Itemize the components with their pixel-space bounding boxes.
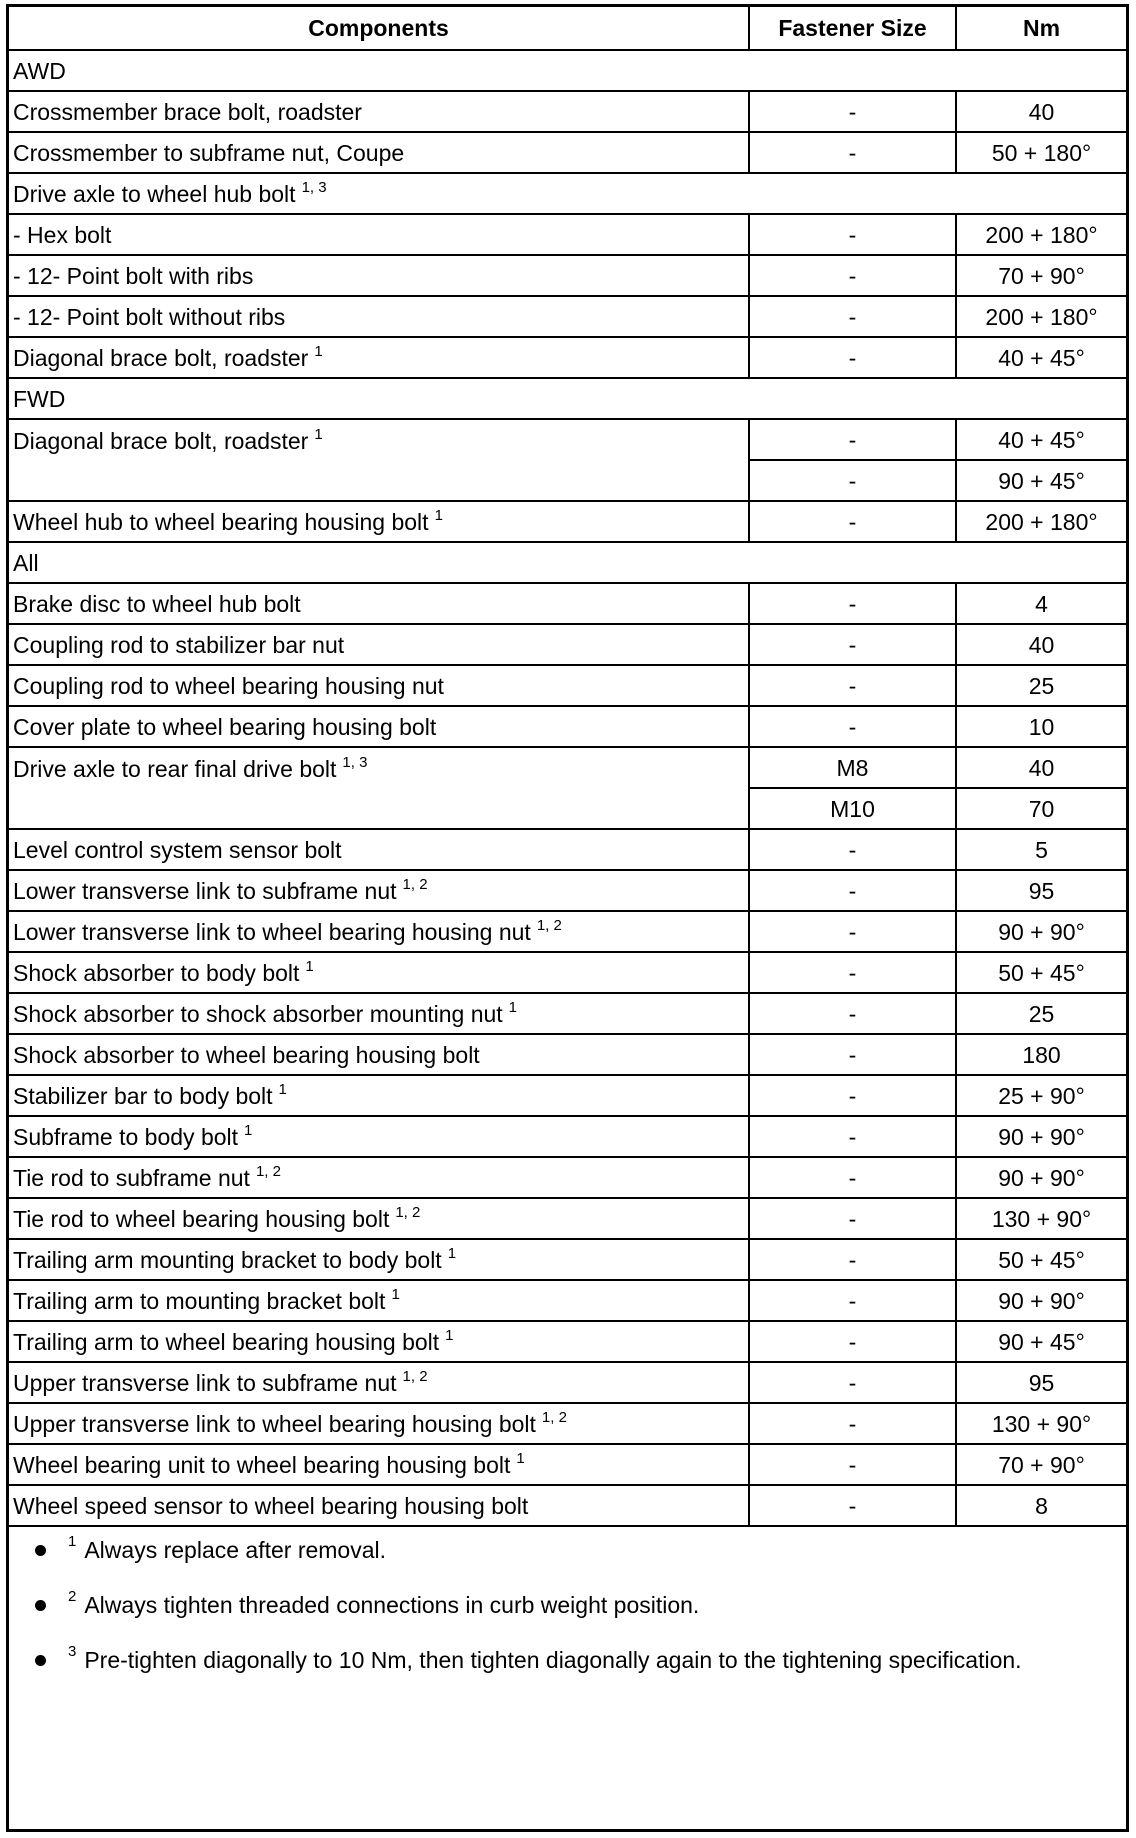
- footnote-ref: 1: [278, 1080, 287, 1098]
- fastener-size-cell: -: [749, 1116, 956, 1157]
- fastener-size-cell: -: [749, 419, 956, 460]
- table-row: [9, 1485, 1126, 1526]
- component-name: Stabilizer bar to body bolt: [13, 1082, 273, 1109]
- component-cell: [9, 706, 749, 747]
- header-components: Components: [9, 7, 749, 50]
- component-cell: [9, 1444, 749, 1485]
- torque-cell: 40: [956, 91, 1126, 132]
- footnote-text: Always replace after removal.: [84, 1537, 387, 1563]
- component-name: Level control system sensor bolt: [13, 836, 342, 863]
- table-row: [9, 337, 1126, 378]
- component-cell: [9, 747, 749, 829]
- table-row: [9, 91, 1126, 132]
- footnote-text: Always tighten threaded connections in curb weight position.: [84, 1592, 700, 1618]
- fastener-size-cell: -: [749, 1034, 956, 1075]
- table-row: [9, 1321, 1126, 1362]
- table-row: [9, 419, 1126, 460]
- torque-cell: 95: [956, 1362, 1126, 1403]
- torque-cell: 40 + 45°: [956, 337, 1126, 378]
- component-cell: [9, 173, 1126, 214]
- component-name: Crossmember to subframe nut, Coupe: [13, 139, 405, 166]
- fastener-size-cell: -: [749, 952, 956, 993]
- component-cell: [9, 132, 749, 173]
- fastener-size-cell: -: [749, 1444, 956, 1485]
- component-name: Diagonal brace bolt, roadster: [13, 344, 309, 371]
- component-name: Shock absorber to body bolt: [13, 959, 300, 986]
- fastener-size-cell: -: [749, 255, 956, 296]
- component-cell: [9, 337, 749, 378]
- footnote-ref: 1: [305, 957, 314, 975]
- torque-cell: 25 + 90°: [956, 1075, 1126, 1116]
- component-cell: [9, 1321, 749, 1362]
- component-cell: [9, 870, 749, 911]
- torque-cell: 25: [956, 665, 1126, 706]
- fastener-size-cell: -: [749, 870, 956, 911]
- torque-cell: 95: [956, 870, 1126, 911]
- fastener-size-cell: -: [749, 460, 956, 501]
- footnote-text: Pre-tighten diagonally to 10 Nm, then tighten diagonally again to the tightening specification.: [84, 1647, 1022, 1673]
- bullet-icon: [35, 1545, 46, 1556]
- fastener-size-cell: -: [749, 1239, 956, 1280]
- table-row: [9, 173, 1126, 214]
- footnote-ref: 1: [391, 1285, 400, 1303]
- table-row: [9, 829, 1126, 870]
- footnote-ref: 1, 3: [342, 754, 368, 771]
- torque-cell: 50 + 45°: [956, 1239, 1126, 1280]
- component-name: Lower transverse link to subframe nut: [13, 877, 397, 904]
- fastener-size-cell: -: [749, 706, 956, 747]
- fastener-size-cell: M8: [749, 747, 956, 788]
- component-name: Coupling rod to wheel bearing housing nut: [13, 672, 444, 699]
- component-name: Wheel bearing unit to wheel bearing housing bolt: [13, 1451, 511, 1478]
- footnote-item: [33, 1533, 1126, 1588]
- component-cell: [9, 952, 749, 993]
- torque-specification-sheet: [6, 4, 1129, 1832]
- table-row: [9, 255, 1126, 296]
- component-name: Subframe to body bolt: [13, 1123, 239, 1150]
- section-fwd: FWD: [9, 378, 1126, 419]
- fastener-size-cell: -: [749, 1321, 956, 1362]
- component-name: Trailing arm to wheel bearing housing bolt: [13, 1328, 440, 1355]
- torque-cell: 4: [956, 583, 1126, 624]
- torque-cell: 10: [956, 706, 1126, 747]
- component-name: Drive axle to wheel hub bolt: [13, 180, 296, 207]
- component-cell: [9, 1034, 749, 1075]
- header-nm: Nm: [956, 7, 1126, 50]
- component-name: Drive axle to rear final drive bolt: [13, 756, 337, 782]
- component-cell: [9, 1403, 749, 1444]
- component-cell: [9, 1239, 749, 1280]
- fastener-size-cell: -: [749, 829, 956, 870]
- table-row: [9, 1157, 1126, 1198]
- table-row: [9, 993, 1126, 1034]
- header-row: [9, 7, 1126, 50]
- fastener-size-cell: -: [749, 665, 956, 706]
- footnote-ref: 1, 2: [541, 1408, 567, 1426]
- table-row: [9, 132, 1126, 173]
- torque-cell: 5: [956, 829, 1126, 870]
- component-cell: [9, 255, 749, 296]
- fastener-size-cell: -: [749, 1075, 956, 1116]
- torque-cell: 40 + 45°: [956, 419, 1126, 460]
- component-name: Cover plate to wheel bearing housing bolt: [13, 713, 437, 740]
- table-row: [9, 911, 1126, 952]
- component-name: - Hex bolt: [13, 221, 112, 248]
- component-name: Trailing arm mounting bracket to body bolt: [13, 1246, 442, 1273]
- footnote-ref: 1: [445, 1326, 454, 1344]
- component-cell: [9, 583, 749, 624]
- component-cell: [9, 993, 749, 1034]
- component-name: Crossmember brace bolt, roadster: [13, 98, 362, 125]
- table-row: [9, 296, 1126, 337]
- table-row: [9, 1403, 1126, 1444]
- table-row: [9, 1362, 1126, 1403]
- table-row: [9, 583, 1126, 624]
- torque-cell: 200 + 180°: [956, 501, 1126, 542]
- footnote-ref: 1: [447, 1244, 457, 1262]
- fastener-size-cell: -: [749, 501, 956, 542]
- fastener-size-cell: -: [749, 911, 956, 952]
- fastener-size-cell: -: [749, 214, 956, 255]
- component-name: Diagonal brace bolt, roadster: [13, 428, 309, 454]
- fastener-size-cell: -: [749, 1485, 956, 1526]
- footnote-ref: 1: [314, 342, 323, 360]
- component-cell: [9, 1280, 749, 1321]
- torque-cell: 130 + 90°: [956, 1198, 1126, 1239]
- component-name: Shock absorber to shock absorber mounting nut: [13, 1000, 503, 1027]
- component-name: Shock absorber to wheel bearing housing bolt: [13, 1041, 480, 1068]
- section-all: All: [9, 542, 1126, 583]
- table-row: [9, 747, 1126, 788]
- component-name: Tie rod to wheel bearing housing bolt: [13, 1205, 390, 1232]
- fastener-size-cell: -: [749, 1198, 956, 1239]
- torque-table: [9, 7, 1126, 1527]
- table-row: [9, 1198, 1126, 1239]
- torque-cell: 90 + 90°: [956, 1280, 1126, 1321]
- footnote-item: [33, 1643, 1126, 1698]
- torque-cell: 25: [956, 993, 1126, 1034]
- section-row: [9, 50, 1126, 91]
- footnote-ref: 1: [516, 1449, 525, 1467]
- component-name: - 12- Point bolt without ribs: [13, 303, 286, 330]
- torque-cell: 40: [956, 747, 1126, 788]
- footnote-ref: 1: [508, 998, 518, 1016]
- component-cell: [9, 665, 749, 706]
- footnote-ref: 1, 2: [255, 1162, 281, 1180]
- torque-cell: 70: [956, 788, 1126, 829]
- component-name: Upper transverse link to wheel bearing housing bolt: [13, 1410, 536, 1437]
- component-name: Coupling rod to stabilizer bar nut: [13, 631, 345, 658]
- component-cell: [9, 1362, 749, 1403]
- table-row: [9, 870, 1126, 911]
- footnote-ref: 1, 3: [301, 178, 327, 196]
- component-cell: [9, 829, 749, 870]
- component-name: Wheel hub to wheel bearing housing bolt: [13, 508, 429, 535]
- footnote-ref: 1: [434, 506, 443, 524]
- torque-cell: 130 + 90°: [956, 1403, 1126, 1444]
- footnote-number: 1: [68, 1533, 77, 1550]
- bullet-icon: [35, 1600, 46, 1611]
- table-row: [9, 1034, 1126, 1075]
- footnote-ref: 1: [314, 426, 323, 443]
- table-row: [9, 214, 1126, 255]
- footnote-number: 2: [68, 1588, 77, 1605]
- section-awd: AWD: [9, 50, 1126, 91]
- table-row: [9, 1444, 1126, 1485]
- torque-cell: 180: [956, 1034, 1126, 1075]
- torque-cell: 90 + 90°: [956, 911, 1126, 952]
- footnote-ref: 1: [244, 1121, 253, 1139]
- fastener-size-cell: -: [749, 132, 956, 173]
- footnote-ref: 1, 2: [402, 1367, 428, 1385]
- component-name: Upper transverse link to subframe nut: [13, 1369, 397, 1396]
- fastener-size-cell: -: [749, 91, 956, 132]
- torque-cell: 90 + 90°: [956, 1116, 1126, 1157]
- section-row: [9, 542, 1126, 583]
- table-row: [9, 1075, 1126, 1116]
- component-cell: [9, 419, 749, 501]
- component-cell: [9, 296, 749, 337]
- component-name: - 12- Point bolt with ribs: [13, 262, 254, 289]
- torque-cell: 90 + 45°: [956, 460, 1126, 501]
- component-cell: [9, 911, 749, 952]
- component-cell: [9, 624, 749, 665]
- fastener-size-cell: -: [749, 337, 956, 378]
- torque-cell: 200 + 180°: [956, 296, 1126, 337]
- fastener-size-cell: -: [749, 296, 956, 337]
- table-row: [9, 952, 1126, 993]
- fastener-size-cell: M10: [749, 788, 956, 829]
- footnote-ref: 1, 2: [536, 916, 562, 934]
- table-row: [9, 1239, 1126, 1280]
- torque-cell: 90 + 45°: [956, 1321, 1126, 1362]
- table-row: [9, 1280, 1126, 1321]
- table-row: [9, 706, 1126, 747]
- torque-cell: 50 + 180°: [956, 132, 1126, 173]
- component-cell: [9, 1075, 749, 1116]
- table-row: [9, 665, 1126, 706]
- component-cell: [9, 1485, 749, 1526]
- torque-cell: 90 + 90°: [956, 1157, 1126, 1198]
- fastener-size-cell: -: [749, 1403, 956, 1444]
- component-name: Tie rod to subframe nut: [13, 1164, 250, 1191]
- torque-cell: 200 + 180°: [956, 214, 1126, 255]
- section-row: [9, 378, 1126, 419]
- fastener-size-cell: -: [749, 993, 956, 1034]
- footnote-number: 3: [68, 1643, 77, 1660]
- torque-cell: 70 + 90°: [956, 1444, 1126, 1485]
- component-cell: [9, 1198, 749, 1239]
- torque-cell: 40: [956, 624, 1126, 665]
- fastener-size-cell: -: [749, 583, 956, 624]
- component-cell: [9, 1157, 749, 1198]
- header-fastener-size: Fastener Size: [749, 7, 956, 50]
- component-name: Brake disc to wheel hub bolt: [13, 590, 301, 617]
- component-name: Wheel speed sensor to wheel bearing housing bolt: [13, 1492, 529, 1519]
- bullet-icon: [35, 1655, 46, 1666]
- footnotes-list: [9, 1527, 1126, 1698]
- fastener-size-cell: -: [749, 1362, 956, 1403]
- footnote-item: [33, 1588, 1126, 1643]
- component-name: Lower transverse link to wheel bearing housing nut: [13, 918, 531, 945]
- footnote-ref: 1, 2: [395, 1203, 421, 1221]
- fastener-size-cell: -: [749, 624, 956, 665]
- torque-cell: 8: [956, 1485, 1126, 1526]
- footnote-ref: 1, 2: [402, 875, 428, 893]
- component-cell: [9, 214, 749, 255]
- torque-cell: 50 + 45°: [956, 952, 1126, 993]
- table-row: [9, 1116, 1126, 1157]
- component-cell: [9, 501, 749, 542]
- fastener-size-cell: -: [749, 1280, 956, 1321]
- component-cell: [9, 91, 749, 132]
- table-row: [9, 624, 1126, 665]
- component-name: Trailing arm to mounting bracket bolt: [13, 1287, 386, 1314]
- component-cell: [9, 1116, 749, 1157]
- fastener-size-cell: -: [749, 1157, 956, 1198]
- table-row: [9, 501, 1126, 542]
- torque-cell: 70 + 90°: [956, 255, 1126, 296]
